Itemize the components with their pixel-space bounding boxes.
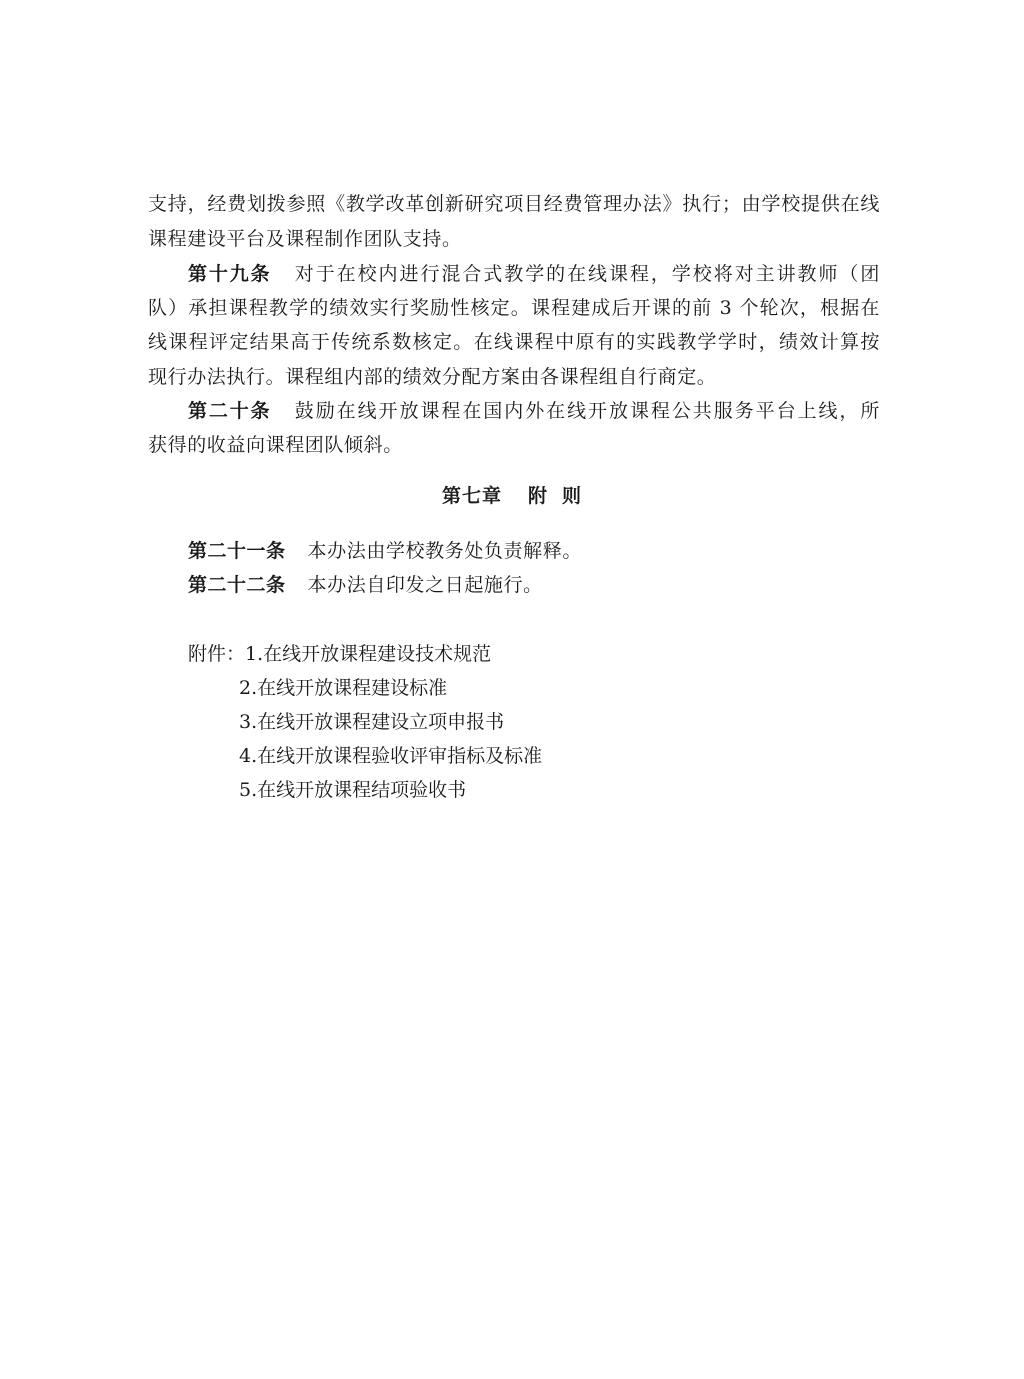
attachments-line-1	[188, 641, 491, 667]
article-19-title: 第十九条	[188, 263, 272, 285]
attachment-item: 2.在线开放课程建设标准	[239, 677, 448, 699]
article-21	[188, 538, 880, 564]
article-20-line-2: 获得的收益向课程团队倾斜。	[148, 434, 403, 456]
chapter-heading	[0, 483, 1024, 509]
article-20-text-1: 鼓励在线开放课程在国内外在线开放课程公共服务平台上线，所	[293, 400, 880, 422]
article-19-line-2: 队）承担课程教学的绩效实行奖励性核定。课程建成后开课的前 3 个轮次，根据在	[148, 297, 880, 319]
article-22	[188, 572, 880, 598]
article-19-line-1	[188, 261, 880, 287]
article-20-line-1	[188, 398, 880, 424]
article-21-title: 第二十一条	[188, 540, 286, 562]
article-20-title: 第二十条	[188, 400, 272, 422]
article-22-text: 本办法自印发之日起施行。	[307, 574, 543, 596]
article-19-text-1: 对于在校内进行混合式教学的在线课程，学校将对主讲教师（团	[293, 263, 880, 285]
attachments-label: 附件：	[188, 643, 246, 665]
chapter-name-part-2: 则	[562, 485, 583, 507]
article-22-title: 第二十二条	[188, 574, 286, 596]
attachment-item: 1.在线开放课程建设技术规范	[245, 643, 492, 665]
article-19-line-4: 现行办法执行。课程组内部的绩效分配方案由各课程组自行商定。	[148, 366, 717, 388]
article-21-text: 本办法由学校教务处负责解释。	[307, 540, 582, 562]
attachment-item: 5.在线开放课程结项验收书	[239, 779, 467, 801]
chapter-number: 第七章	[441, 485, 502, 507]
article-18-line-1: 支持，经费划拨参照《教学改革创新研究项目经费管理办法》执行；由学校提供在线	[148, 193, 880, 215]
attachment-item: 3.在线开放课程建设立项申报书	[239, 711, 505, 733]
chapter-name-part-1: 附	[527, 485, 548, 507]
article-19-line-3: 线课程评定结果高于传统系数核定。在线课程中原有的实践教学学时，绩效计算按	[148, 331, 880, 353]
article-18-line-2: 课程建设平台及课程制作团队支持。	[148, 228, 462, 250]
attachment-item: 4.在线开放课程验收评审指标及标准	[239, 745, 543, 767]
